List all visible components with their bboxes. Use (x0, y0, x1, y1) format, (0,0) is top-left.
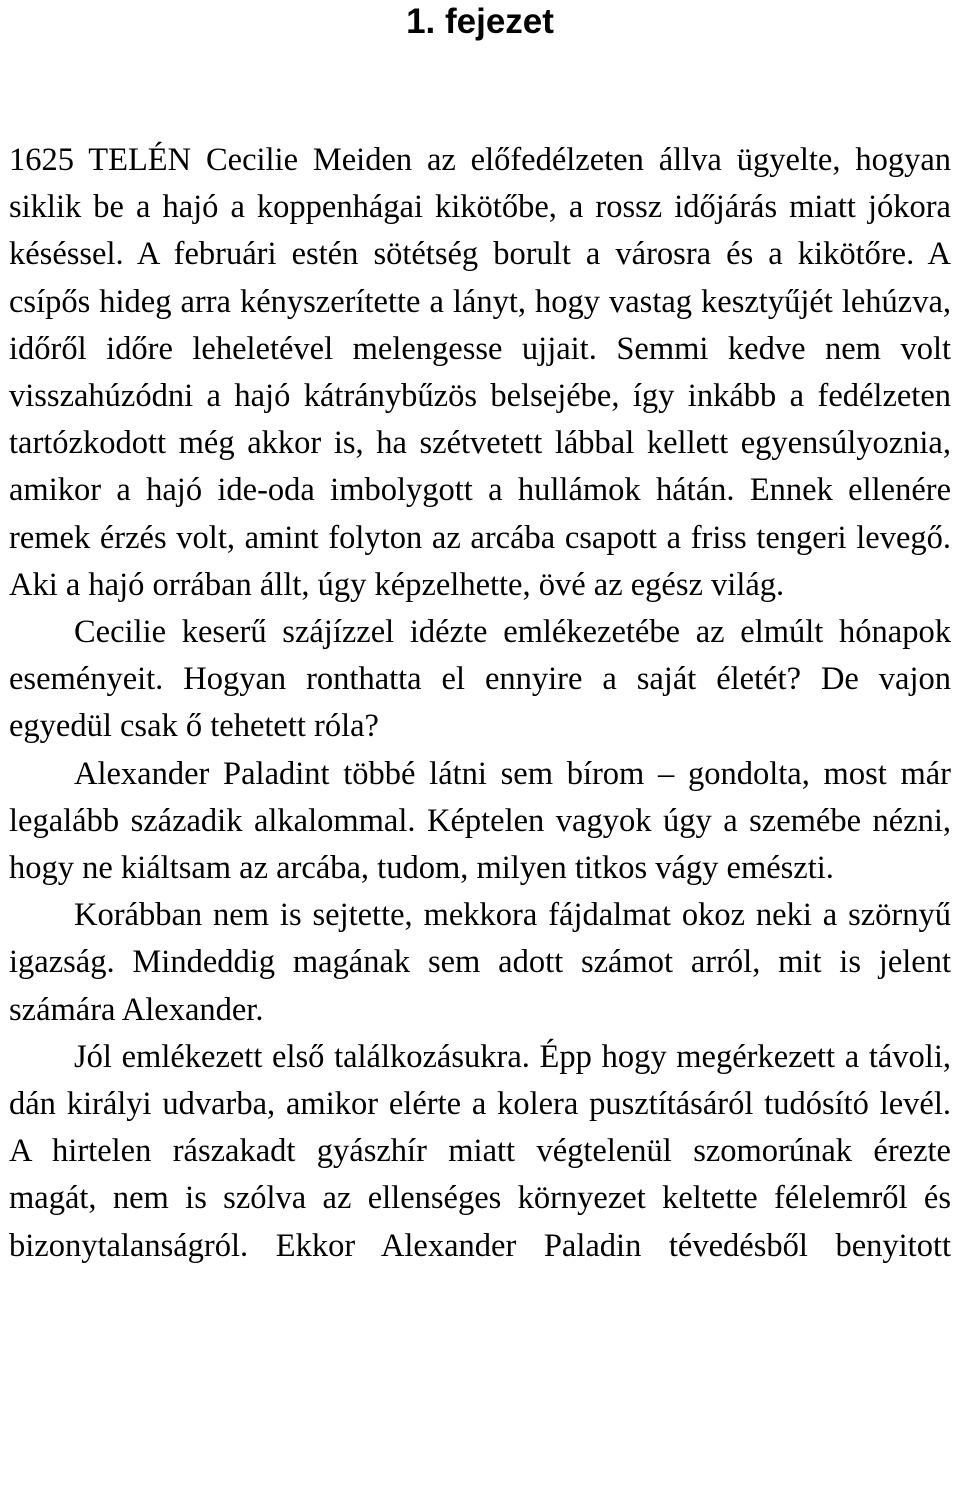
paragraph-5: Jól emlékezett első találkozásukra. Épp hogy megérkezett a távoli, dán királyi udvarba, amikor elérte a kolera pusztításáról tudósító levél. A hirtelen rászakadt gyászhír miatt végtelenül szomorúnak érezte magát, nem is szólva az ellenséges környezet keltette félelemről és bizonytalanságról. Ekkor Alexander Paladin tévedésből benyitott (9, 1038, 951, 1264)
paragraph-2: Cecilie keserű szájízzel idézte emlékezetébe az elmúlt hónapok eseményeit. Hogyan ronthatta el ennyire a saját életét? De vajon egyedül csak ő tehetett róla? (9, 614, 951, 745)
paragraph-1: 1625 TELÉN Cecilie Meiden az előfedélzeten állva ügyelte, hogyan siklik be a hajó a koppenhágai kikötőbe, a rossz időjárás miatt jókora késéssel. A februári estén sötétség borult a városra és a kikötőre. A csípős hideg arra kényszerítette a lányt, hogy vastag kesztyűjét lehúzva, időről időre leheletével melengesse ujjait. Semmi kedve nem volt visszahúzódni a hajó kátránybűzös belsejébe, így inkább a fedélzeten tartózkodott még akkor is, ha szétvetett lábbal kellett egyensúlyoznia, amikor a hajó ide-oda imbolygott a hullámok hátán. Ennek ellenére remek érzés volt, amint folyton az arcába csapott a friss tengeri levegő. Aki a hajó orrában állt, úgy képzelhette, övé az egész világ. (9, 142, 951, 603)
chapter-body (9, 137, 951, 1270)
chapter-title: 1. fejezet (406, 2, 554, 41)
paragraph-4: Korábban nem is sejtette, mekkora fájdalmat okoz neki a szörnyű igazság. Mindeddig magának sem adott számot arról, mit is jelent számára Alexander. (9, 897, 951, 1028)
paragraph-3: Alexander Paladint többé látni sem bírom – gondolta, most már legalább századik alkalommal. Képtelen vagyok úgy a szemébe nézni, hogy ne kiáltsam az arcába, tudom, milyen titkos vágy emészti. (9, 755, 951, 887)
